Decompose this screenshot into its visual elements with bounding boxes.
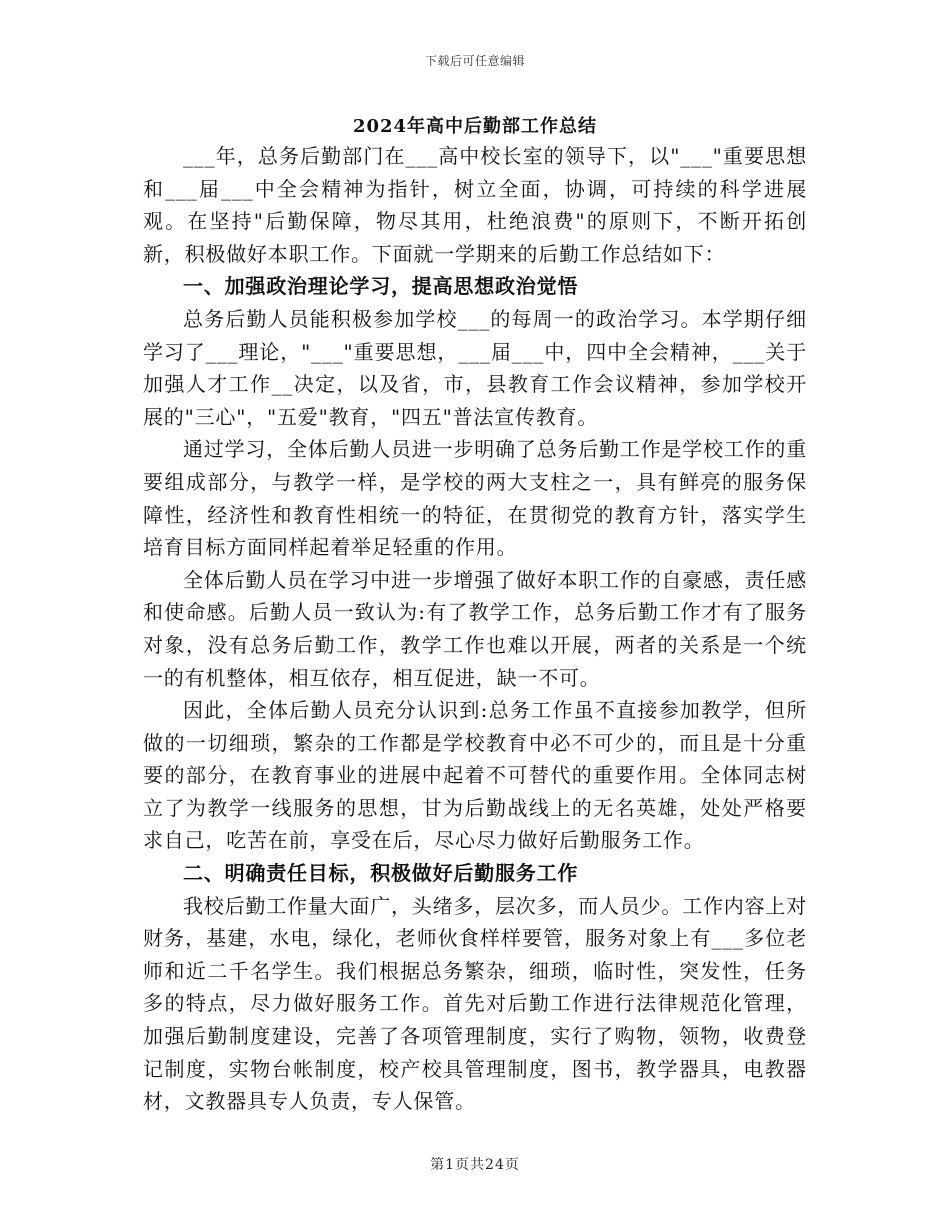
body-paragraph: 全体后勤人员在学习中进一步增强了做好本职工作的自豪感，责任感和使命感。后勤人员一致认为:有了教学工作，总务后勤工作才有了服务对象，没有总务后勤工作，教学工作也难以开展，两者的关系是一个统一的有机整体，相互依存，相互促进，缺一不可。 bbox=[143, 567, 807, 690]
page-number: 第1页共24页 bbox=[430, 1157, 520, 1173]
page-header-note: 下载后可任意编辑 bbox=[424, 54, 525, 68]
body-paragraph: 通过学习，全体后勤人员进一步明确了总务后勤工作是学校工作的重要组成部分，与教学一样，是学校的两大支柱之一，具有鲜亮的服务保障性，经济性和教育性相统一的特征，在贯彻党的教育方针，落实学生培育目标方面同样起着举足轻重的作用。 bbox=[143, 437, 807, 560]
section-heading-1: 一、加强政治理论学习，提高思想政治觉悟 bbox=[183, 274, 579, 299]
body-paragraph: 总务后勤人员能积极参加学校___的每周一的政治学习。本学期仔细学习了___理论，"___"重要思想，___届___中，四中全会精神，___关于加强人才工作__决定，以及省，市，县教育工作会议精神，参加学校开展的"三心"，"五爱"教育，"四五"普法宣传教育。 bbox=[143, 306, 807, 429]
body-paragraph: 因此，全体后勤人员充分认识到:总务工作虽不直接参加教学，但所做的一切细琐，繁杂的工作都是学校教育中必不可少的，而且是十分重要的部分，在教育事业的进展中起着不可替代的重要作用。全体同志树立了为教学一线服务的思想，甘为后勤战线上的无名英雄，处处严格要求自己，吃苦在前，享受在后，尽心尽力做好后勤服务工作。 bbox=[143, 698, 807, 853]
section-heading-2: 二、明确责任目标，积极做好后勤服务工作 bbox=[183, 861, 579, 886]
body-paragraph: 我校后勤工作量大面广，头绪多，层次多，而人员少。工作内容上对财务，基建，水电，绿化，老师伙食样样要管，服务对象上有___多位老师和近二千名学生。我们根据总务繁杂，细琐，临时性，突发性，任务多的特点，尽力做好服务工作。首先对后勤工作进行法律规范化管理，加强后勤制度建设，完善了各项管理制度，实行了购物，领物，收费登记制度，实物台帐制度，校产校具管理制度，图书，教学器具，电教器材，文教器具专人负责，专人保管。 bbox=[143, 893, 807, 1114]
document-title: 2024年高中后勤部工作总结 bbox=[352, 116, 598, 137]
document-body bbox=[143, 140, 807, 1118]
intro-paragraph: ___年，总务后勤部门在___高中校长室的领导下，以"___"重要思想和___届___中全会精神为指针，树立全面，协调，可持续的科学进展观。在坚持"后勤保障，物尽其用，杜绝浪费"的原则下，不断开拓创新，积极做好本职工作。下面就一学期来的后勤工作总结如下： bbox=[143, 144, 807, 266]
